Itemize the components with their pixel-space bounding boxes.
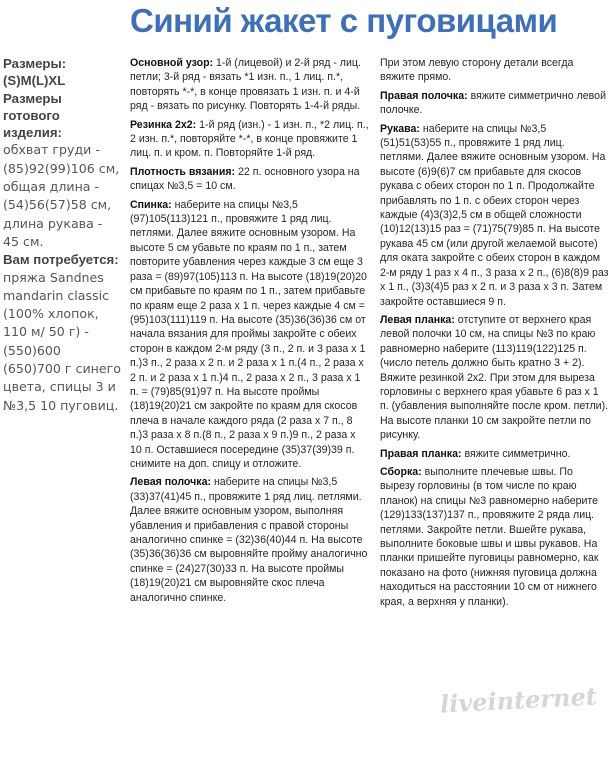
paragraph-left-front [130,475,369,605]
paragraph-gauge [130,165,369,194]
paragraph-text: наберите на спицы №3,5 (51)51(53)55 п., провяжите 1 ряд лиц. петлями. Далее вяжите основным узором. На высоте (6)9(6)7 см прибавьте для скосов рукава с обеих сторон по 1 п. Продолжайте прибавлять по 1 п. с обеих сторон через каждые (4)3(3)2,5 см в общей сложности (10)12(13)15 раз = (71)75(79)85 п. На высоте рукава 45 см (или другой желаемой высоте) для оката закройте с обеих сторон в каждом 2-м ряду 1 раз x 4 п., 3 раза x 2 п., (6)8(8)9 раз x 1 п., (3)3(4)5 раз x 2 п. и 3 раза x 3 п. Затем закройте оставшиеся 9 п. [380,122,609,308]
paragraph-main-pattern [130,56,369,114]
paragraph-sleeves [380,122,610,309]
sizes-label: Размеры: [3,56,67,71]
paragraph-text: При этом левую сторону детали всегда вяжите прямо. [380,57,574,84]
paragraph-text: отступите от верхнего края левой полочки 10 см, на спицы №3 по краю равномерно наберите (113)119(122)125 п. (число петель должно быть кратно 3 + 2). Вяжите резинкой 2x2. При этом для выреза горловины с верхнего края убавьте 6 раз x 1 п. (убавления выполняйте после кром. петли). На высоте планки 10 см закройте петли по рисунку. [380,313,609,442]
paragraph-text: наберите на спицы №3,5 (97)105(113)121 п., провяжите 1 ряд лиц. петлями. Далее вяжите основным узором. На высоте 5 см убавьте по краям по 1 п., затем повторите убавления через каждые 3 см еще 3 раза = (89)97(105)113 п. На высоте (18)19(20)20 см прибавьте по краям по 1 п., затем прибавьте по краям еще 2 раза x 1 п. через каждые 4 см = (95)103(111)119 п. На высоте (35)36(36)36 см от начала вязания для проймы закройте с обеих сторон в каждом 2-м ряду (3 п., 2 п. и 3 раза x 1 п.)3 п., 2 раза x 2 п. и 2 раза x 1 п.(4 п., 2 раза x 2 п. и 2 раза x 1 п.)4 п., 2 раза x 2 п., 3 раза x 1 п. = (79)85(91)97 п. На высоте проймы (18)19(20)21 см закройте по краям для скосов плеча в начале каждого ряда (2 раза x 7 п., 8 п.)3 раза x 8 п.(8 п., 2 раза x 9 п.)9 п., 2 раза x 10 п. Оставшиеся посередине (35)37(39)39 п. снимите на доп. спицу и отложите. [130,198,367,470]
paragraph-assembly [380,465,610,609]
measures-label: Размеры готового изделия: [3,90,62,141]
watermark: liveinternet [439,681,598,719]
needs-text: пряжа Sandnes mandarin classic (100% хлопок, 110 м/ 50 г) - (550)600 (650)700 г синего цвета, спицы 3 и №3,5 10 пуговиц. [3,269,121,413]
needs-label: Вам потребуется: [3,252,119,268]
heading: Левая полочка: [130,476,211,489]
heading: Основной узор: [130,57,214,69]
sizes-value: (S)M(L)XL [3,73,66,89]
paragraph-rib [130,118,369,161]
heading: Рукава: [380,122,420,135]
sidebar [3,55,121,415]
heading: Правая полочка: [380,89,468,102]
paragraph-right-band [380,447,610,461]
heading: Левая планка: [380,313,455,326]
heading: Плотность вязания: [130,165,236,178]
column-right [380,56,610,613]
paragraph-text: 22 п. основного узора на спицах №3,5 = 10 см. [130,165,360,193]
paragraph-right-front [380,89,610,118]
paragraph-text: выполните плечевые швы. По вырезу горловины (в том числе по краю планок) на спицы №3 равномерно наберите (129)133(137)137 п., провяжите 2 ряда лиц. петлями. Закройте петли. Вшейте рукава, выполните боковые швы и швы рукавов. На планки пришейте пуговицы равномерно, как показано на фото (нижняя пуговица должна находиться на расстоянии 10 см от нижнего края, а верхняя у планки). [380,465,599,608]
heading: Правая планка: [380,447,462,460]
paragraph-text: 1-й (лицевой) и 2-й ряд - лиц. петли; 3-й ряд - вязать *1 изн. п., 1 лиц. п.*, повторять *-*, в конце провязать 1 изн. п. и 4-й ряд - вязать по рисунку. Повторять 1-4-й ряды. [130,57,361,113]
heading: Сборка: [380,465,422,478]
paragraph-left-band [380,313,610,443]
paragraph-continuation [380,56,610,85]
page-title: Синий жакет с пуговицами [130,2,558,39]
paragraph-text: вяжите симметрично левой полочке. [380,89,606,117]
measures-text: обхват груди - (85)92(99)106 см, общая длина - (54)56(57)58 см, длина рукава - 45 см. [3,142,120,249]
paragraph-text: вяжите симметрично. [461,447,571,460]
paragraph-back [130,198,369,472]
heading: Резинка 2x2: [130,118,197,131]
paragraph-text: 1-й ряд (изн.) - 1 изн. п., *2 лиц. п., 2 изн. п.*, повторяйте *-*, в конце провяжите 1 лиц. п. и кром. п. Повторяйте 1-й ряд. [130,118,369,160]
heading: Спинка: [130,198,172,211]
column-left [130,56,369,609]
paragraph-text: наберите на спицы №3,5 (33)37(41)45 п., провяжите 1 ряд лиц. петлями. Далее вяжите основным узором, выполняя убавления и прибавления с правой стороны аналогично спинке = (32)36(40)44 п. На высоте (35)36(36)36 см выровняйте пройму аналогично спинке = (24)27(30)33 п. На высоте проймы (18)19(20)21 см выровняйте скос плеча аналогично спинке. [130,476,368,604]
